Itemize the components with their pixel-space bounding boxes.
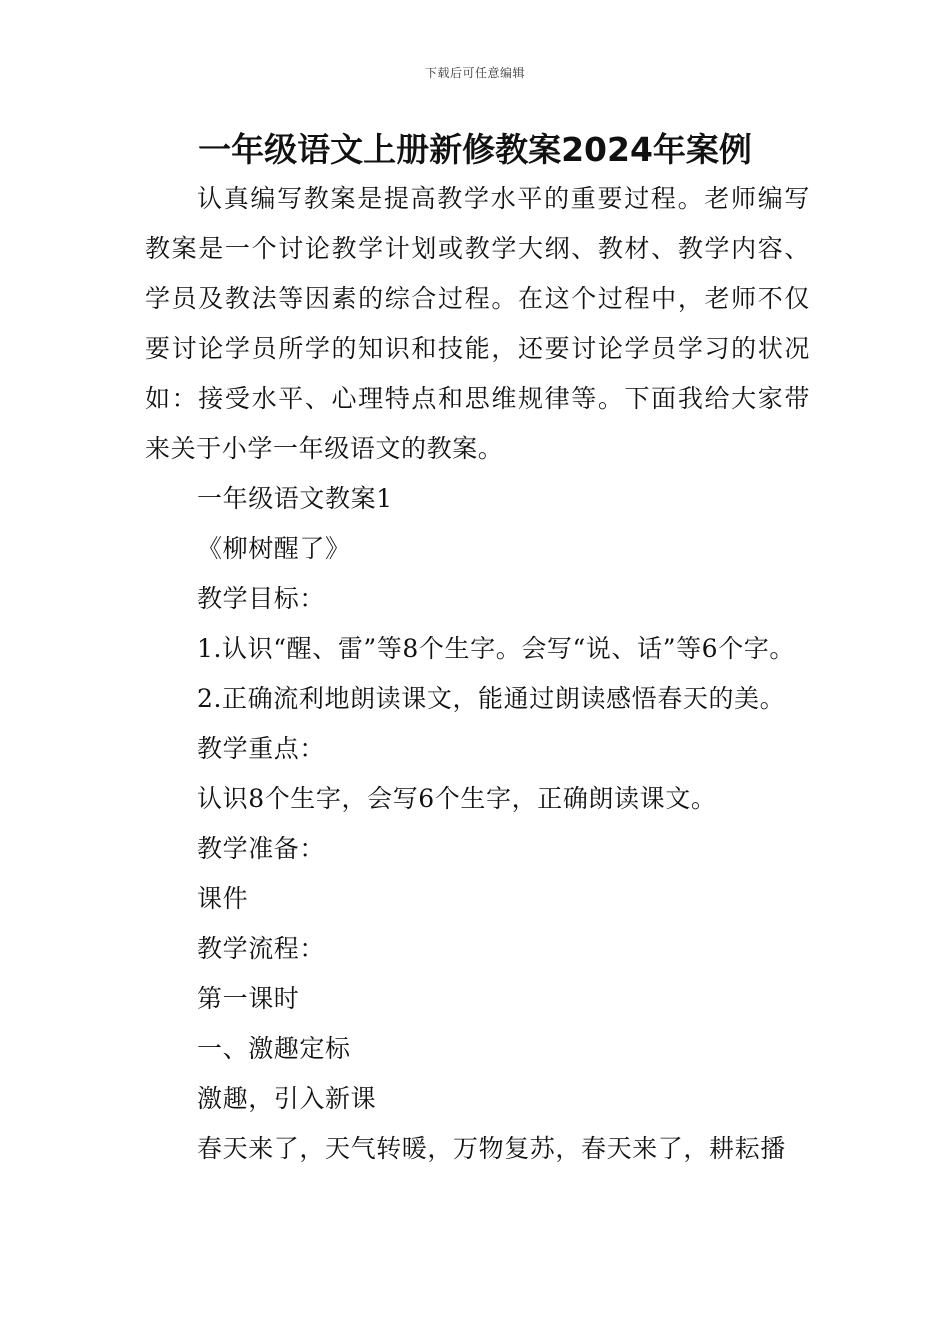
first-period-heading: 第一课时: [197, 984, 300, 1013]
step-one-subheading: 激趣，引入新课: [197, 1084, 377, 1113]
teaching-focus-heading: 教学重点：: [197, 734, 326, 763]
teaching-goals-heading: 教学目标：: [197, 584, 326, 613]
teaching-prep-heading: 教学准备：: [197, 834, 326, 863]
teaching-focus-text: 认识8个生字，会写6个生字，正确朗读课文。: [197, 784, 717, 813]
step-one-text: 春天来了，天气转暖，万物复苏，春天来了，耕耘播: [197, 1134, 786, 1163]
intro-paragraph: 认真编写教案是提高教学水平的重要过程。老师编写教案是一个讨论教学计划或教学大纲、教材、教学内容、学员及教法等因素的综合过程。在这个过程中，老师不仅要讨论学员所学的知识和技能，还要讨论学员学习的状况如：接受水平、心理特点和思维规律等。下面我给大家带来关于小学一年级语文的教案。: [145, 184, 810, 463]
section-heading-lesson-1: 一年级语文教案1: [197, 484, 393, 513]
page-header-note: 下载后可任意编辑: [424, 66, 525, 80]
teaching-goal-1: 1.认识“醒、雷”等8个生字。会写“说、话”等6个字。: [197, 634, 795, 663]
document-title: 一年级语文上册新修教案2024年案例: [198, 130, 752, 169]
teaching-process-heading: 教学流程：: [197, 934, 326, 963]
teaching-prep-text: 课件: [197, 884, 249, 913]
step-one-heading: 一、激趣定标: [197, 1034, 351, 1063]
teaching-goal-2: 2.正确流利地朗读课文，能通过朗读感悟春天的美。: [197, 684, 786, 713]
document-body: [145, 174, 810, 1174]
lesson-title: 《柳树醒了》: [197, 534, 351, 563]
